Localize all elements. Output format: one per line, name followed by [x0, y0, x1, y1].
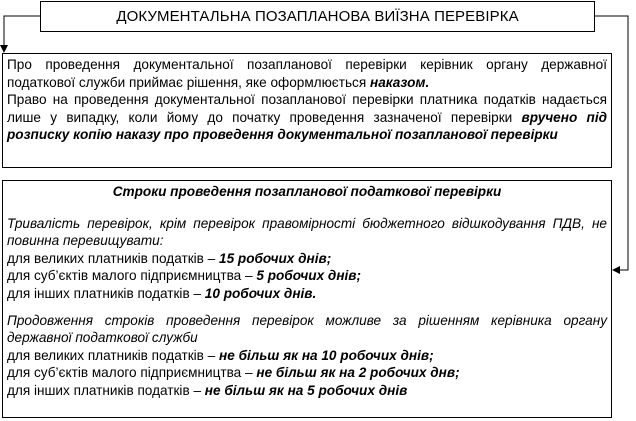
extension-item	[7, 364, 607, 382]
duration-item-value: 15 робочих днів;	[219, 250, 332, 266]
duration-item	[7, 267, 607, 285]
extension-item-value: не більш як на 5 робочих днів	[204, 382, 408, 398]
duration-intro	[7, 215, 607, 250]
extension-item-value: не більш як на 2 робочих днв;	[256, 365, 460, 381]
extension-item	[7, 382, 607, 400]
duration-intro-text: Тривалість перевірок, крім перевірок правомірності бюджетного відшкодування ПДВ, не повинна перевищувати:	[7, 215, 607, 249]
duration-item-label: для інших платників податків –	[7, 285, 205, 301]
extension-item-label: для інших платників податків –	[7, 382, 205, 398]
order-paragraph-text: Про проведення документальної позапланової перевірки керівник органу державної податкової служби приймає рішення, яке оформлюється	[7, 57, 607, 90]
duration-item-value: 5 робочих днів;	[256, 268, 362, 284]
order-paragraph-emphasis: наказом.	[369, 74, 430, 90]
order-requirements-box	[2, 53, 612, 168]
extension-intro	[7, 312, 607, 347]
extension-item-label: для суб’єктів малого підприємництва –	[7, 365, 257, 381]
right-paragraph-text: Право на проведення документальної позапланової перевірки платника податків надається лише у випадку, коли йому до початку проведення зазначеної перевірки	[7, 92, 607, 125]
extension-item-label: для великих платників податків –	[7, 347, 220, 363]
deadlines-box	[2, 180, 612, 418]
page-title: ДОКУМЕНТАЛЬНА ПОЗАПЛАНОВА ВИЇЗНА ПЕРЕВІРКА	[116, 8, 519, 25]
arrow-title-to-box1	[4, 16, 40, 52]
extension-intro-text: Продовження строків проведення перевірок можливе за рішенням керівника органу державної податкової служби	[7, 312, 607, 346]
right-paragraph	[7, 91, 607, 144]
deadlines-heading: Строки проведення позапланової податкової перевірки	[112, 184, 502, 199]
title-box	[40, 1, 595, 32]
duration-item-label: для суб’єктів малого підприємництва –	[7, 268, 257, 284]
order-paragraph	[7, 56, 607, 91]
duration-item	[7, 250, 607, 268]
right-paragraph-emphasis: вручено під розписку копію наказу про проведення документальної позапланової перевірки	[7, 109, 608, 143]
extension-item-value: не більш як на 10 робочих днів;	[219, 347, 434, 363]
duration-item-value: 10 робочих днів.	[204, 285, 317, 301]
duration-item	[7, 285, 607, 303]
extension-item	[7, 347, 607, 365]
duration-item-label: для великих платників податків –	[7, 250, 220, 266]
